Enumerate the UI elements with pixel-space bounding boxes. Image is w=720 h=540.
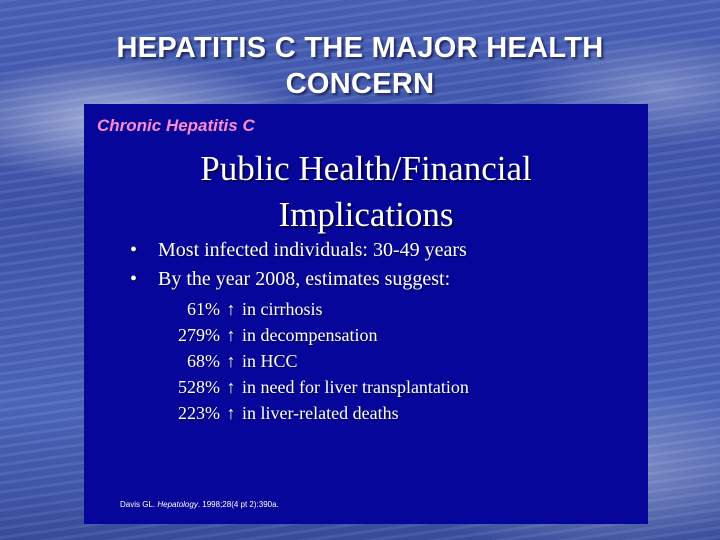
- up-arrow-icon: ↑: [226, 351, 236, 371]
- bullet-item: [130, 265, 467, 294]
- estimate-percent: 61%: [187, 299, 220, 319]
- estimate-text: in liver-related deaths: [242, 403, 399, 423]
- estimate-percent: 528%: [178, 377, 220, 397]
- panel-title-line-2: Implications: [278, 195, 454, 234]
- estimate-list: [168, 296, 469, 426]
- estimate-item: [168, 348, 469, 374]
- up-arrow-icon: ↑: [226, 299, 236, 319]
- bullet-text: Most infected individuals: 30-49 years: [158, 239, 467, 261]
- citation-details: . 1998;28(4 pt 2):390a.: [197, 500, 279, 509]
- up-arrow-icon: ↑: [226, 325, 236, 345]
- citation-journal: Hepatology: [157, 500, 198, 509]
- estimate-item: [168, 296, 469, 322]
- panel-title: [84, 146, 648, 238]
- bullet-text: By the year 2008, estimates suggest:: [158, 268, 451, 290]
- estimate-text: in need for liver transplantation: [242, 377, 469, 397]
- citation: [120, 500, 279, 509]
- estimate-item: [168, 400, 469, 426]
- slide-title-line-1: HEPATITIS C THE MAJOR HEALTH: [116, 32, 604, 64]
- slide-title: [40, 30, 680, 102]
- bullet-list: [130, 236, 467, 294]
- up-arrow-icon: ↑: [226, 377, 236, 397]
- bullet-dot: •: [130, 268, 138, 290]
- panel-title-line-1: Public Health/Financial: [200, 149, 532, 188]
- estimate-percent: 279%: [178, 325, 220, 345]
- slide-title-line-2: CONCERN: [285, 68, 435, 100]
- bullet-item: [130, 236, 467, 265]
- estimate-text: in HCC: [242, 351, 298, 371]
- estimate-percent: 223%: [178, 403, 220, 423]
- bullet-dot: •: [130, 239, 138, 261]
- estimate-item: [168, 322, 469, 348]
- up-arrow-icon: ↑: [226, 403, 236, 423]
- citation-authors: Davis GL.: [120, 500, 158, 509]
- subheading: Chronic Hepatitis C: [97, 116, 255, 135]
- estimate-item: [168, 374, 469, 400]
- content-panel: [84, 104, 648, 524]
- estimate-text: in cirrhosis: [242, 299, 323, 319]
- estimate-percent: 68%: [187, 351, 220, 371]
- estimate-text: in decompensation: [242, 325, 378, 345]
